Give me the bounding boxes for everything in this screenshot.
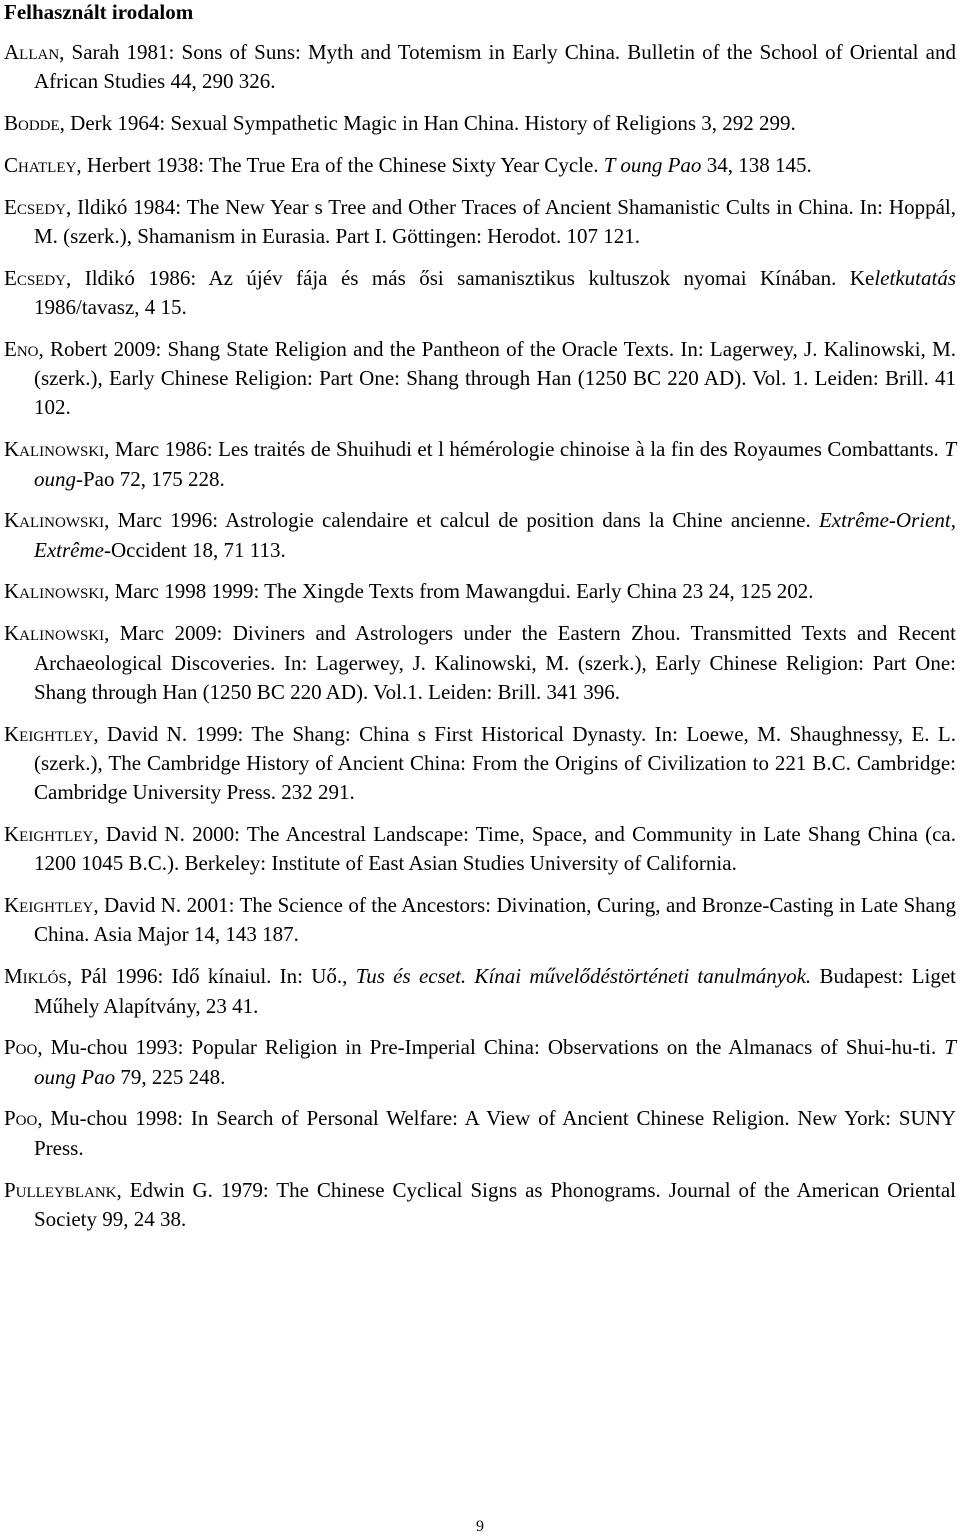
- reference-author: Kalinowski: [4, 508, 105, 533]
- reference-author: Ecsedy: [4, 194, 67, 219]
- reference-text: , Ildikó 1986: Az újév fája és más ősi samanisztikus kultuszok nyomai Kínában. Ke: [66, 265, 875, 290]
- reference-italic-title: Tus és ecset. Kínai művelődéstörténeti tanulmányok.: [355, 964, 812, 989]
- reference-text: , David N. 1999: The Shang: China s First Historical Dynasty. In: Loewe, M. Shaughnessy, E. L. (szerk.), The Cambridge History of Ancient China: From the Origins of Civilization to 221 B.C. Cambridge: Cambridge University Press. 232 291.: [34, 721, 956, 805]
- reference-author: Bodde: [4, 111, 60, 136]
- reference-entry: [4, 38, 956, 97]
- reference-author: Kalinowski: [4, 437, 105, 462]
- reference-author: Allan: [4, 40, 60, 64]
- reference-italic-title: T oung Pao: [34, 1035, 956, 1089]
- reference-entry: [4, 151, 956, 180]
- reference-entry: [4, 1176, 956, 1235]
- reference-entry: [4, 193, 956, 252]
- reference-author: Poo: [4, 1106, 38, 1131]
- bibliography-heading: Felhasznált irodalom: [4, 0, 194, 24]
- reference-entry: [4, 109, 956, 138]
- reference-author: Miklós: [4, 964, 67, 989]
- reference-entry: [4, 1104, 956, 1163]
- reference-italic-title: letkutatás: [874, 265, 956, 290]
- page-number: 9: [476, 1518, 484, 1535]
- reference-text: 79, 225 248.: [115, 1064, 226, 1089]
- reference-entry: [4, 962, 956, 1021]
- reference-text: , Edwin G. 1979: The Chinese Cyclical Signs as Phonograms. Journal of the American Oriental Society 99, 24 38.: [34, 1177, 956, 1231]
- reference-text: -Occident 18, 71 113.: [103, 537, 286, 562]
- reference-author: Poo: [4, 1035, 38, 1060]
- reference-text: -Pao 72, 175 228.: [76, 466, 225, 491]
- reference-text: , Derk 1964: Sexual Sympathetic Magic in Han China. History of Religions 3, 292 299.: [59, 111, 796, 136]
- reference-text: , Sarah 1981: Sons of Suns: Myth and Totemism in Early China. Bulletin of the School of Oriental and African Studies 44, 290 326.: [34, 40, 956, 94]
- reference-author: Chatley: [4, 152, 77, 177]
- reference-text: , Marc 1996: Astrologie calendaire et calcul de position dans la Chine ancienne.: [104, 508, 819, 533]
- reference-author: Eno: [4, 336, 39, 361]
- reference-text: , Robert 2009: Shang State Religion and the Pantheon of the Oracle Texts. In: Lagerwey, J. Kalinowski, M. (szerk.), Early Chinese Religion: Part One: Shang through Han (1250 BC 220 AD). Vol. 1. Leiden: Brill. 41 102.: [34, 336, 956, 420]
- reference-text: , David N. 2000: The Ancestral Landscape: Time, Space, and Community in Late Shang China (ca. 1200 1045 B.C.). Berkeley: Institute of East Asian Studies University of California.: [34, 822, 956, 876]
- reference-entry: [4, 619, 956, 707]
- reference-author: Ecsedy: [4, 265, 67, 290]
- reference-text: , David N. 2001: The Science of the Ancestors: Divination, Curing, and Bronze-Casting in Late Shang China. Asia Major 14, 143 187.: [34, 893, 956, 947]
- reference-text: , Ildikó 1984: The New Year s Tree and Other Traces of Ancient Shamanistic Cults in China. In: Hoppál, M. (szerk.), Shamanism in Eurasia. Part I. Göttingen: Herodot. 107 121.: [34, 194, 956, 248]
- reference-entry: [4, 720, 956, 808]
- reference-author: Kalinowski: [4, 579, 105, 604]
- reference-author: Keightley: [4, 822, 94, 847]
- reference-entry: [4, 264, 956, 323]
- reference-entry: [4, 435, 956, 494]
- reference-text: , Marc 1986: Les traités de Shuihudi et l hémérologie chinoise à la fin des Royaumes Combattants.: [104, 437, 945, 462]
- reference-text: , Mu-chou 1998: In Search of Personal Welfare: A View of Ancient Chinese Religion. New York: SUNY Press.: [34, 1106, 956, 1160]
- reference-entry: [4, 891, 956, 950]
- reference-text: , Mu-chou 1993: Popular Religion in Pre-Imperial China: Observations on the Almanacs of Shui-hu-ti.: [37, 1035, 945, 1060]
- reference-text: 1986/tavasz, 4 15.: [34, 295, 187, 320]
- reference-author: Keightley: [4, 893, 94, 918]
- reference-entry: [4, 506, 956, 565]
- reference-text: 34, 138 145.: [701, 152, 812, 177]
- reference-italic-title: T oung: [34, 437, 956, 491]
- reference-entry: [4, 577, 956, 606]
- reference-author: Kalinowski: [4, 621, 105, 646]
- reference-text: , Marc 1998 1999: The Xingde Texts from Mawangdui. Early China 23 24, 125 202.: [104, 579, 814, 604]
- reference-text: , Herbert 1938: The True Era of the Chinese Sixty Year Cycle.: [76, 152, 604, 177]
- reference-italic-title: Extrême-Orient, Extrême: [34, 508, 956, 562]
- reference-text: , Pál 1996: Idő kínaiul. In: Uő.,: [66, 964, 356, 989]
- reference-author: Pulleyblank: [4, 1177, 117, 1202]
- reference-text: , Marc 2009: Diviners and Astrologers under the Eastern Zhou. Transmitted Texts and Recent Archaeological Discoveries. In: Lagerwey, J. Kalinowski, M. (szerk.), Early Chinese Religion: Part One: Shang through Han (1250 BC 220 AD). Vol.1. Leiden: Brill. 341 396.: [34, 621, 956, 704]
- reference-entry: [4, 820, 956, 879]
- reference-author: Keightley: [4, 721, 94, 746]
- reference-text: Budapest: Liget Műhely Alapítvány, 23 41.: [34, 964, 957, 1018]
- reference-list: [4, 38, 956, 1247]
- reference-italic-title: T oung Pao: [603, 152, 702, 177]
- reference-entry: [4, 1033, 956, 1092]
- reference-entry: [4, 335, 956, 423]
